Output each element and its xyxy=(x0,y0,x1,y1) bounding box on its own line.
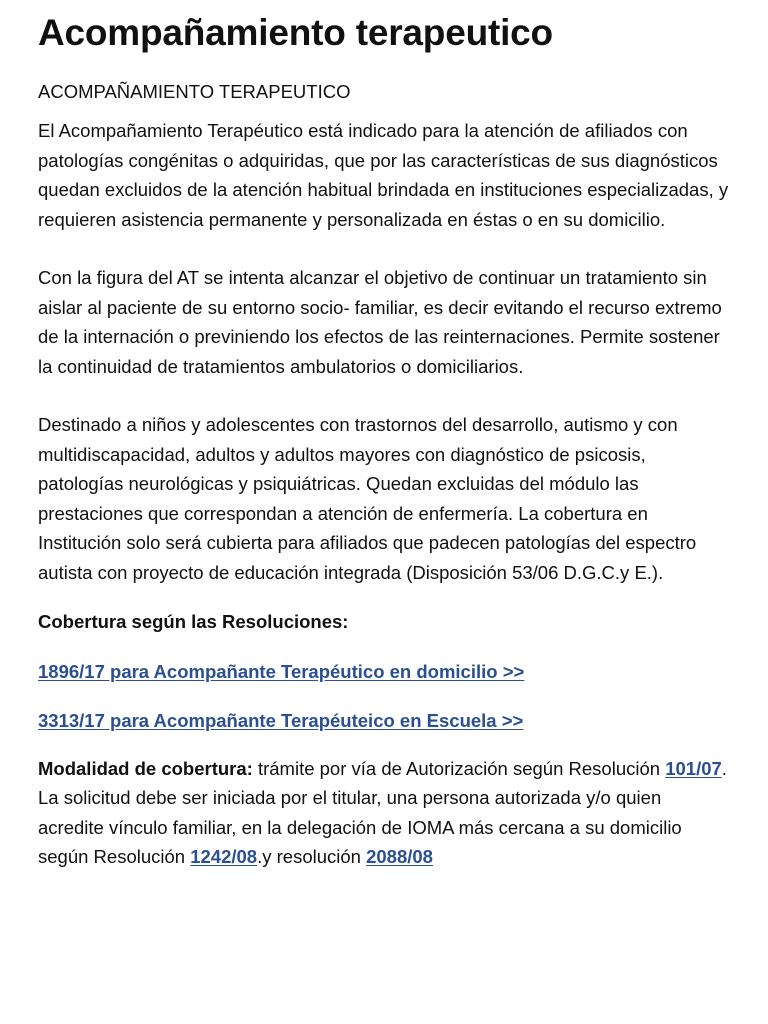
resolution-2088-link[interactable]: 2088/08 xyxy=(366,846,433,867)
paragraph-target-population: Destinado a niños y adolescentes con trastornos del desarrollo, autismo y con multidiscapacidad, adultos y adultos mayores con diagnóstico de psicosis, patologías neurológicas y psiquiátricas. Quedan excluidas del módulo las prestaciones que correspondan a atención de enfermería. La cobertura en Institución solo será cubierta para afiliados que padecen patologías del espectro autista con proyecto de educación integrada (Disposición 53/06 D.G.C.y E.). xyxy=(38,414,697,583)
resolution-1242-link[interactable]: 1242/08 xyxy=(190,846,258,867)
modality-label: Modalidad de cobertura: xyxy=(38,757,253,779)
modality-text: trámite por vía de Autorización según Resolución xyxy=(252,757,666,779)
resolution-1896-link[interactable]: 1896/17 para Acompañante Terapéutico en domicilio >> xyxy=(38,660,525,682)
resolution-3313-link[interactable]: 3313/17 para Acompañante Terapéuteico en Escuela >> xyxy=(38,710,524,731)
coverage-modality xyxy=(38,754,730,872)
resolution-101-link[interactable]: 101/07 xyxy=(665,757,722,779)
paragraph-objective: Con la figura del AT se intenta alcanzar el objetivo de continuar un tratamiento sin aislar al paciente de su entorno socio- familiar, es decir evitando el recurso extremo de la internación o previniendo los efectos de las reinternaciones. Permite sostener la continuidad de tratamientos ambulatorios o domiciliarios. xyxy=(38,267,722,377)
coverage-heading: Cobertura según las Resoluciones: xyxy=(38,611,349,632)
page-title: Acompañamiento terapeutico xyxy=(38,12,553,53)
request-connector: .y resolución xyxy=(257,846,367,867)
paragraph-indication: El Acompañamiento Terapéutico está indicado para la atención de afiliados con patologías congénitas o adquiridas, que por las características de sus diagnósticos quedan excluidos de la atención habitual brindada en instituciones especializadas, y requieren asistencia permanente y personalizada en éstas o en su domicilio. xyxy=(38,120,729,230)
modality-period: . xyxy=(721,757,727,779)
request-text: La solicitud debe ser iniciada por el titular, una persona autorizada y/o quien acredite vínculo familiar, en la delegación de IOMA más cercana a su domicilio según Resolución xyxy=(38,787,682,867)
page-subtitle: ACOMPAÑAMIENTO TERAPEUTICO xyxy=(38,81,351,102)
